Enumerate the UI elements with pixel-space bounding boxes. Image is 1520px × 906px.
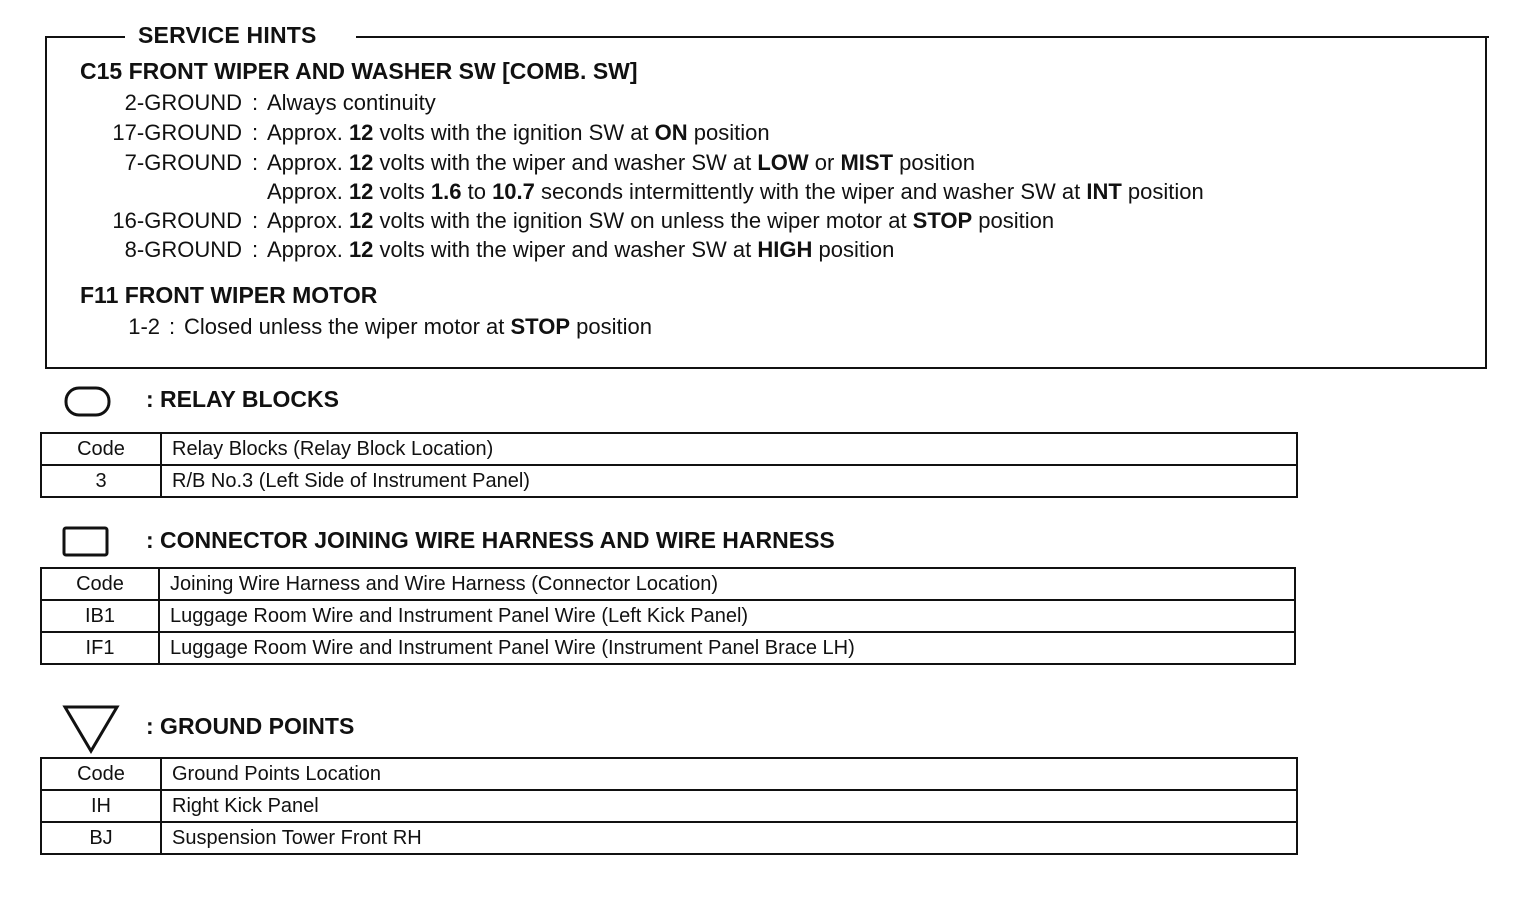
header-desc: Joining Wire Harness and Wire Harness (Connector Location) — [159, 568, 1295, 600]
emphasized-value: 12 — [348, 237, 374, 262]
text-segment: position — [687, 120, 770, 145]
text-segment: Approx. — [267, 237, 349, 262]
header-code: Code — [41, 433, 161, 465]
section-heading-c15: C15 FRONT WIPER AND WASHER SW [COMB. SW] — [80, 58, 638, 84]
table-header-row — [41, 758, 1297, 790]
row-desc: Luggage Room Wire and Instrument Panel Wire (Instrument Panel Brace LH) — [159, 632, 1295, 664]
pin-label: 8-GROUND — [124, 237, 242, 262]
row-code: IF1 — [41, 632, 159, 664]
pin-label: 17-GROUND — [112, 120, 242, 145]
ground-points-heading: : GROUND POINTS — [146, 713, 355, 739]
emphasized-value: INT — [1086, 179, 1122, 204]
text-segment: position — [1121, 179, 1204, 204]
text-segment: position — [972, 208, 1055, 233]
text-segment: or — [808, 150, 841, 175]
text-segment: Approx. — [267, 208, 349, 233]
colon-separator: : — [169, 314, 176, 339]
relay-blocks-table — [40, 432, 1298, 498]
table-row — [41, 600, 1295, 632]
emphasized-value: MIST — [840, 150, 894, 175]
emphasized-value: 10.7 — [492, 179, 535, 204]
connectors-heading: : CONNECTOR JOINING WIRE HARNESS AND WIRE HARNESS — [146, 527, 835, 553]
relay-blocks-heading: : RELAY BLOCKS — [146, 386, 339, 412]
header-code: Code — [41, 568, 159, 600]
triangle-down-icon — [62, 703, 120, 755]
section-heading-f11: F11 FRONT WIPER MOTOR — [80, 282, 378, 308]
text-segment: position — [893, 150, 975, 175]
text-segment: Approx. — [267, 150, 349, 175]
ground-points-table — [40, 757, 1298, 855]
text-segment: volts with the wiper and washer SW at — [373, 237, 758, 262]
text-segment: position — [812, 237, 895, 262]
text-segment: volts with the ignition SW at — [373, 120, 655, 145]
connectors-table — [40, 567, 1296, 665]
table-header-row — [41, 568, 1295, 600]
emphasized-value: STOP — [912, 208, 973, 233]
text-segment: position — [570, 314, 652, 339]
table-row — [41, 465, 1297, 497]
table-row — [41, 790, 1297, 822]
emphasized-value: 12 — [348, 150, 374, 175]
pin-label: 16-GROUND — [112, 208, 242, 233]
hint-text — [267, 236, 894, 264]
row-desc: Right Kick Panel — [161, 790, 1297, 822]
hint-text — [184, 313, 652, 341]
emphasized-value: HIGH — [757, 237, 813, 262]
text-segment: seconds intermittently with the wiper and washer SW at — [534, 179, 1087, 204]
text-segment: Approx. — [267, 120, 349, 145]
text-segment: volts with the wiper and washer SW at — [373, 150, 758, 175]
emphasized-value: ON — [654, 120, 688, 145]
box-top-border-left — [45, 36, 125, 38]
colon-separator: : — [252, 237, 259, 262]
row-code: BJ — [41, 822, 161, 854]
pin-label: 7-GROUND — [124, 150, 242, 175]
text-segment: volts — [373, 179, 431, 204]
pin-label: 1-2 — [128, 314, 160, 339]
rectangle-icon — [62, 525, 110, 559]
service-hints-title: SERVICE HINTS — [138, 22, 317, 48]
text-segment: Approx. — [267, 179, 349, 204]
row-desc: Luggage Room Wire and Instrument Panel Wire (Left Kick Panel) — [159, 600, 1295, 632]
pin-label: 2-GROUND — [124, 90, 242, 115]
row-code: IB1 — [41, 600, 159, 632]
emphasized-value: LOW — [757, 150, 809, 175]
text-segment: volts with the ignition SW on unless the wiper motor at — [373, 208, 913, 233]
hint-text — [267, 207, 1054, 235]
hint-text — [267, 178, 1204, 206]
colon-separator: : — [252, 150, 259, 175]
table-row — [41, 632, 1295, 664]
table-header-row — [41, 433, 1297, 465]
header-code: Code — [41, 758, 161, 790]
colon-separator: : — [252, 208, 259, 233]
emphasized-value: 12 — [348, 179, 374, 204]
box-top-border-right — [356, 36, 1489, 38]
emphasized-value: STOP — [510, 314, 571, 339]
emphasized-value: 1.6 — [430, 179, 462, 204]
table-row — [41, 822, 1297, 854]
colon-separator: : — [252, 90, 259, 115]
hint-text — [267, 89, 436, 117]
text-segment: Always continuity — [267, 90, 436, 115]
row-desc: R/B No.3 (Left Side of Instrument Panel) — [161, 465, 1297, 497]
header-desc: Relay Blocks (Relay Block Location) — [161, 433, 1297, 465]
hint-text — [267, 119, 770, 147]
text-segment: to — [461, 179, 493, 204]
row-desc: Suspension Tower Front RH — [161, 822, 1297, 854]
row-code: 3 — [41, 465, 161, 497]
rounded-rectangle-icon — [64, 386, 112, 418]
row-code: IH — [41, 790, 161, 822]
text-segment: Closed unless the wiper motor at — [184, 314, 511, 339]
emphasized-value: 12 — [348, 120, 374, 145]
hint-text — [267, 149, 975, 177]
colon-separator: : — [252, 120, 259, 145]
header-desc: Ground Points Location — [161, 758, 1297, 790]
emphasized-value: 12 — [348, 208, 374, 233]
